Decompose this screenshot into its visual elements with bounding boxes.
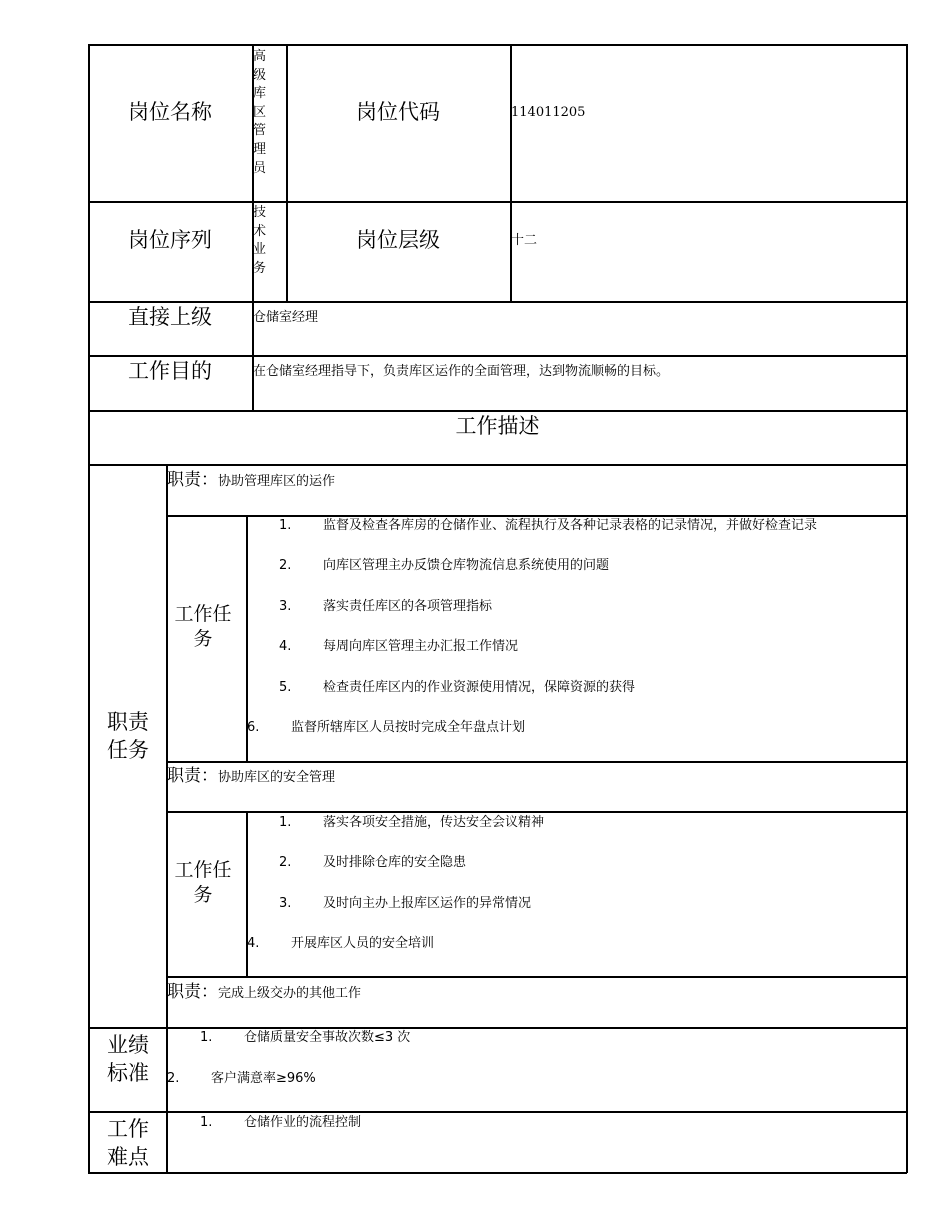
rule-col-b (286, 44, 288, 302)
rule-row3 (88, 355, 907, 357)
duty-1-heading (167, 470, 335, 490)
task-number: 2. (279, 558, 292, 573)
task-number: 3. (279, 599, 292, 614)
rule-row5 (88, 464, 907, 466)
rule-task2 (166, 976, 907, 978)
task-text: 落实各项安全措施，传达安全会议精神 (323, 815, 545, 830)
task-row (279, 896, 531, 912)
task-text: 监督及检查各库房的仓储作业、流程执行及各种记录表格的记录情况，并做好检查记录 (323, 518, 818, 533)
task-row (279, 518, 817, 534)
task-number: 3. (279, 896, 292, 911)
duty-2-name: 协助库区的安全管理 (218, 770, 336, 785)
task-number: 2. (279, 855, 292, 870)
task-row (279, 558, 609, 574)
post-level-value: 十二 (511, 233, 538, 248)
duty-3-heading (167, 982, 361, 1002)
task-text: 检查责任库区内的作业资源使用情况，保障资源的获得 (323, 680, 636, 695)
task-label-1: 工作任务 (174, 603, 232, 650)
task-row (279, 680, 635, 696)
task-row (279, 855, 466, 871)
rule-duty2 (166, 811, 907, 813)
post-series-value: 技术业务 (253, 205, 267, 276)
post-name-label: 岗位名称 (128, 100, 212, 124)
post-code-value: 114011205 (511, 105, 586, 120)
task-text: 开展库区人员的安全培训 (291, 936, 435, 951)
post-name-value: 高级库区管理员 (253, 49, 267, 176)
performance-text: 仓储质量安全事故次数≤3 次 (244, 1030, 411, 1045)
performance-label: 业绩标准 (107, 1033, 149, 1085)
rule-left (88, 44, 90, 1173)
duty-3-prefix: 职责： (167, 982, 218, 1002)
task-text: 监督所辖库区人员按时完成全年盘点计划 (291, 720, 526, 735)
task-number: 5. (279, 680, 292, 695)
rule-col-duties (166, 464, 168, 1173)
performance-item (200, 1030, 410, 1046)
duty-3-name: 完成上级交办的其他工作 (218, 986, 362, 1001)
rule-task1 (166, 761, 907, 763)
post-series-label: 岗位序列 (128, 228, 212, 252)
purpose-value: 在仓储室经理指导下，负责库区运作的全面管理，达到物流顺畅的目标。 (253, 364, 670, 379)
duties-label: 职责任务 (107, 710, 149, 762)
performance-item (167, 1071, 316, 1087)
rule-row2 (88, 301, 907, 303)
task-number: 4. (279, 639, 292, 654)
performance-number: 2. (167, 1071, 180, 1086)
description-title: 工作描述 (455, 414, 540, 438)
rule-bottom (88, 1172, 907, 1174)
task-number: 4. (247, 936, 260, 951)
performance-text: 客户满意率≥96% (211, 1071, 316, 1086)
duty-2-prefix: 职责： (167, 766, 218, 786)
difficulty-label: 工作难点 (107, 1117, 149, 1169)
post-level-label: 岗位层级 (356, 228, 440, 252)
rule-duties-end (88, 1027, 907, 1029)
rule-duty1 (166, 515, 907, 517)
task-row (279, 815, 544, 831)
difficulty-text: 仓储作业的流程控制 (244, 1115, 362, 1130)
rule-perf-end (88, 1111, 907, 1113)
task-row (247, 720, 525, 736)
rule-top (88, 44, 907, 46)
task-text: 及时排除仓库的安全隐患 (323, 855, 467, 870)
post-code-label: 岗位代码 (356, 100, 440, 124)
task-number: 1. (279, 518, 292, 533)
duty-1-prefix: 职责： (167, 470, 218, 490)
rule-row1 (88, 201, 907, 203)
rule-row4 (88, 410, 907, 412)
duty-1-name: 协助管理库区的运作 (218, 474, 336, 489)
rule-col-c (510, 44, 512, 302)
rule-col-task2 (246, 811, 248, 977)
performance-number: 1. (200, 1030, 213, 1045)
difficulty-number: 1. (200, 1115, 213, 1130)
task-number: 6. (247, 720, 260, 735)
difficulty-item (200, 1115, 361, 1131)
superior-value: 仓储室经理 (253, 310, 319, 325)
duty-2-heading (167, 766, 335, 786)
purpose-label: 工作目的 (128, 359, 212, 383)
task-text: 每周向库区管理主办汇报工作情况 (323, 639, 519, 654)
rule-right (906, 44, 908, 1173)
task-number: 1. (279, 815, 292, 830)
task-row (279, 639, 518, 655)
task-row (247, 936, 434, 952)
superior-label: 直接上级 (128, 305, 212, 329)
task-text: 落实责任库区的各项管理指标 (323, 599, 493, 614)
task-label-2: 工作任务 (174, 859, 232, 906)
task-row (279, 599, 492, 615)
task-text: 向库区管理主办反馈仓库物流信息系统使用的问题 (323, 558, 610, 573)
task-text: 及时向主办上报库区运作的异常情况 (323, 896, 532, 911)
